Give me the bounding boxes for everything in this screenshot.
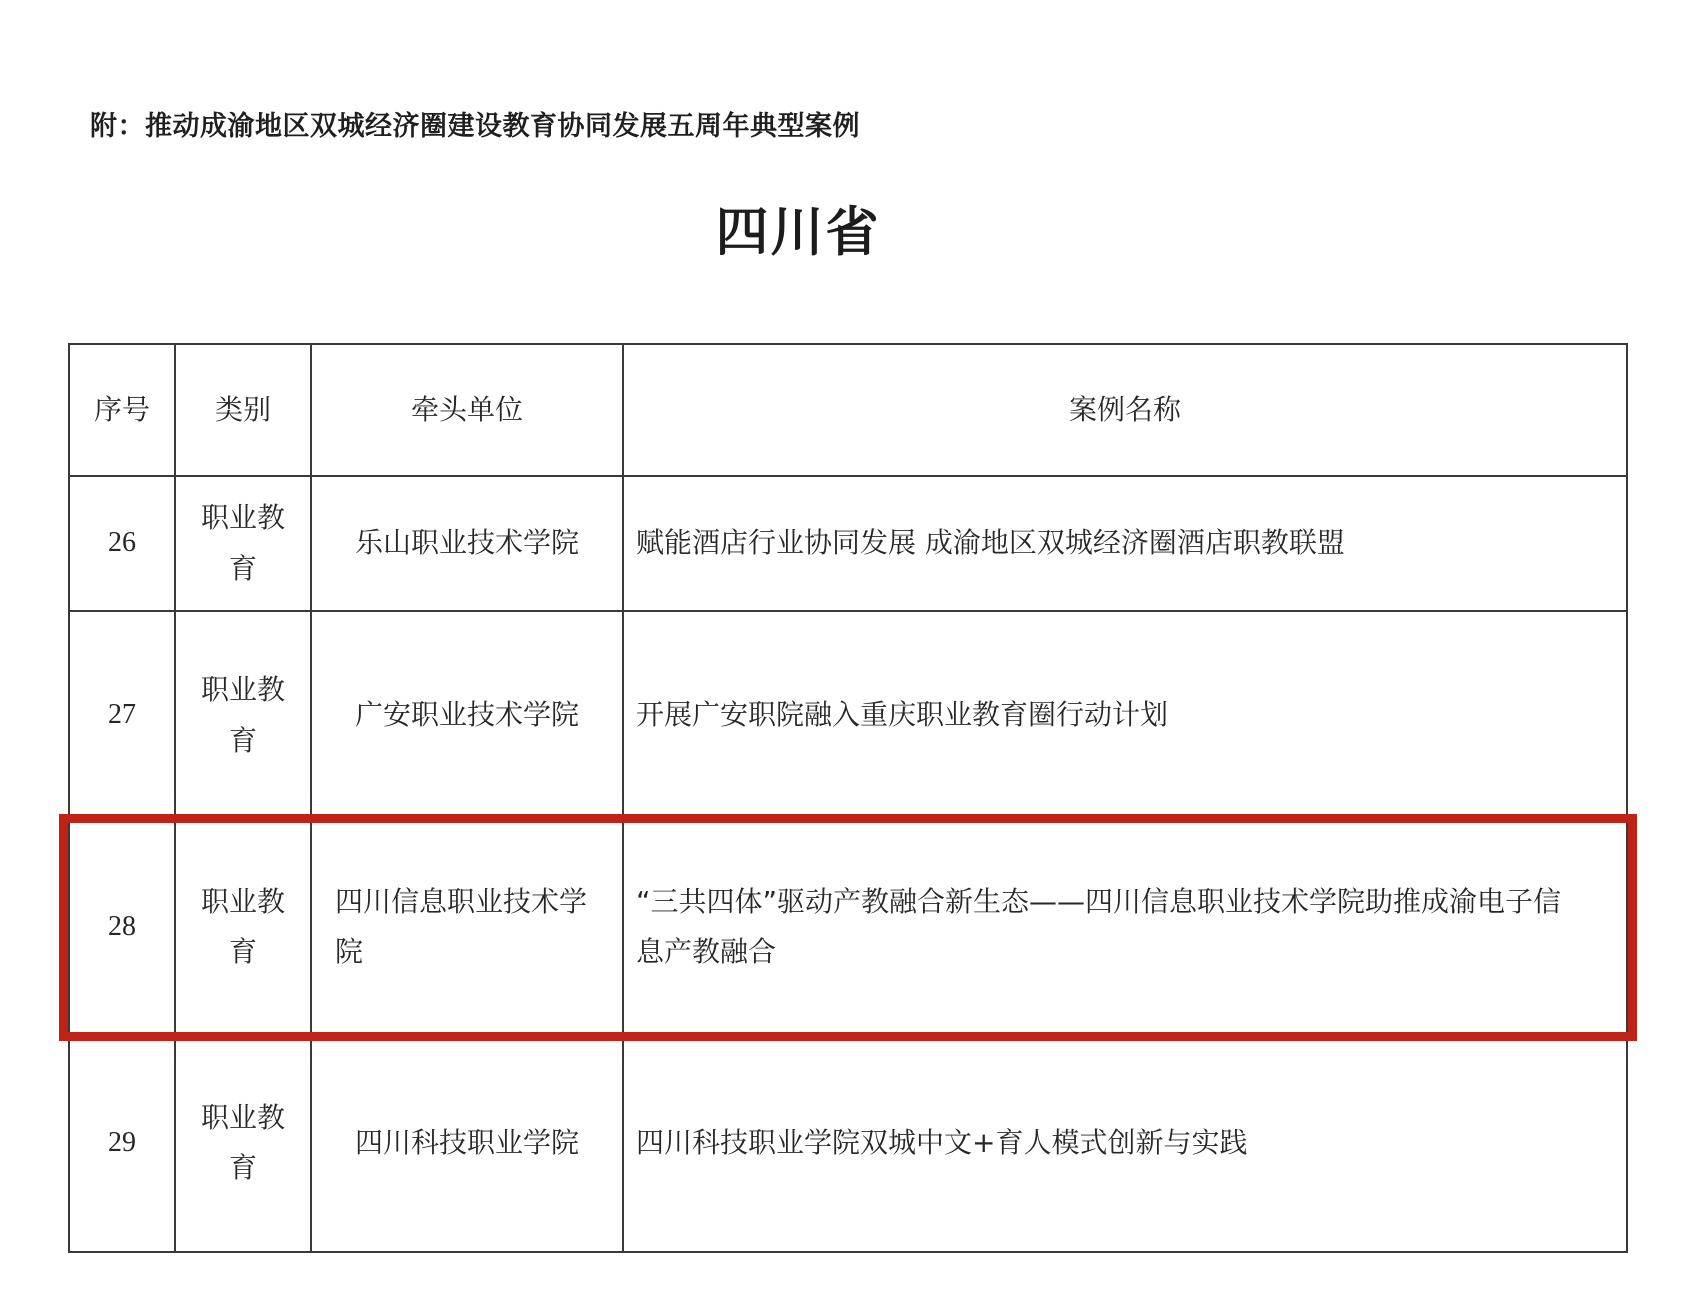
cell-category: 职业教育 xyxy=(175,611,311,820)
col-header-lead-unit: 牵头单位 xyxy=(311,344,623,476)
col-header-case-name: 案例名称 xyxy=(623,344,1627,476)
col-header-category: 类别 xyxy=(175,344,311,476)
cell-no: 28 xyxy=(69,820,175,1034)
cell-case-name: 赋能酒店行业协同发展 成渝地区双城经济圈酒店职教联盟 xyxy=(623,476,1627,611)
cell-lead-unit: 乐山职业技术学院 xyxy=(311,476,623,611)
cell-case-name: “三共四体”驱动产教融合新生态——四川信息职业技术学院助推成渝电子信息产教融合 xyxy=(623,820,1627,1034)
table-row-26 xyxy=(69,476,1627,611)
cell-lead-unit: 四川信息职业技术学院 xyxy=(311,820,623,1034)
cell-case-name: 开展广安职院融入重庆职业教育圈行动计划 xyxy=(623,611,1627,820)
cell-no: 29 xyxy=(69,1034,175,1252)
cases-table xyxy=(68,343,1628,1253)
cell-category: 职业教育 xyxy=(175,476,311,611)
table-row-28-highlighted xyxy=(69,820,1627,1034)
col-header-no: 序号 xyxy=(69,344,175,476)
attachment-heading: 附：推动成渝地区双城经济圈建设教育协同发展五周年典型案例 xyxy=(90,111,860,142)
cell-case-name: 四川科技职业学院双城中文+育人模式创新与实践 xyxy=(623,1034,1627,1252)
table-row-29 xyxy=(69,1034,1627,1252)
cell-category: 职业教育 xyxy=(175,1034,311,1252)
province-title-wrap xyxy=(0,190,1596,266)
cell-no: 27 xyxy=(69,611,175,820)
province-title: 四川省 xyxy=(715,202,881,263)
cell-category: 职业教育 xyxy=(175,820,311,1034)
table-row-27 xyxy=(69,611,1627,820)
cell-no: 26 xyxy=(69,476,175,611)
cell-lead-unit: 广安职业技术学院 xyxy=(311,611,623,820)
table-header-row xyxy=(69,344,1627,476)
cell-lead-unit: 四川科技职业学院 xyxy=(311,1034,623,1252)
